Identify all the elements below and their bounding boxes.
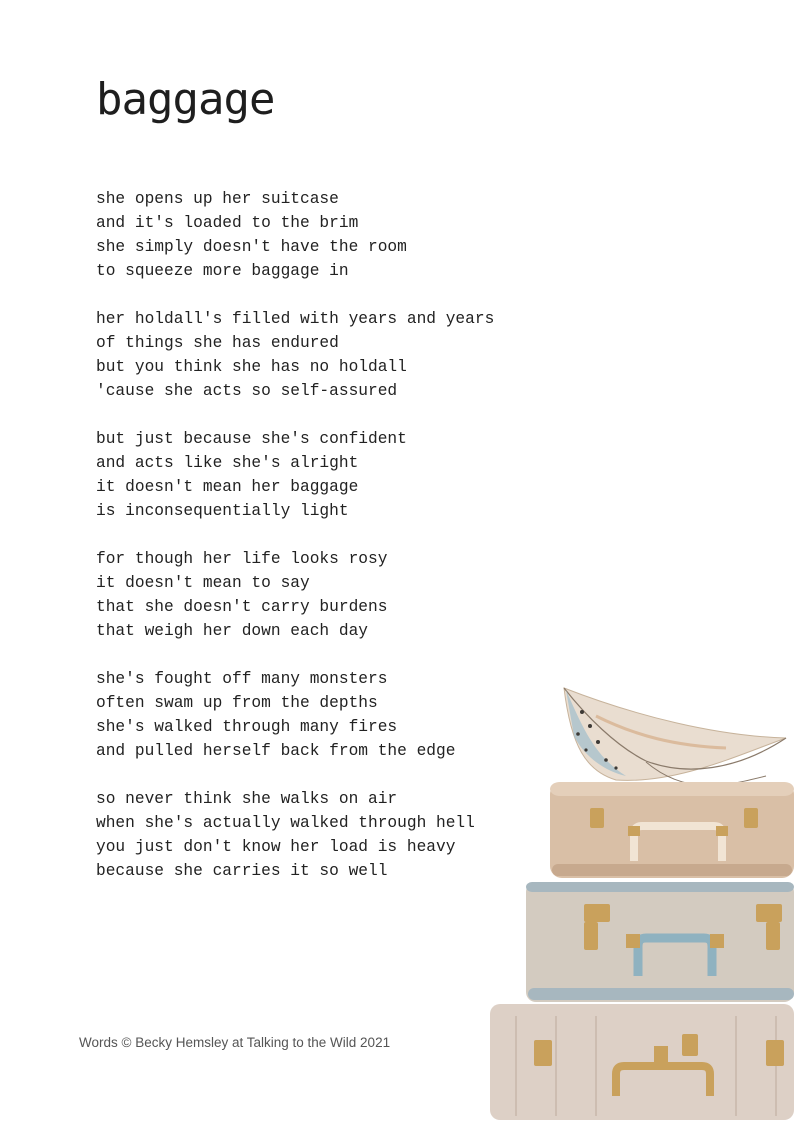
poem-line: she's walked through many fires [96, 718, 398, 736]
poem-line: she's fought off many monsters [96, 670, 388, 688]
poem-line: and it's loaded to the brim [96, 214, 359, 232]
poem-line: that she doesn't carry burdens [96, 598, 388, 616]
poem-line: is inconsequentially light [96, 502, 349, 520]
feather-icon [564, 688, 786, 786]
poem-line: often swam up from the depths [96, 694, 378, 712]
poem-line: she opens up her suitcase [96, 190, 339, 208]
poem-line: 'cause she acts so self-assured [96, 382, 398, 400]
stanza [96, 547, 556, 643]
poem-line: it doesn't mean to say [96, 574, 310, 592]
copyright-credit: Words © Becky Hemsley at Talking to the Wild 2021 [79, 1035, 391, 1050]
poem-line: and acts like she's alright [96, 454, 359, 472]
poem-line: for though her life looks rosy [96, 550, 388, 568]
poem-line: her holdall's filled with years and years [96, 310, 495, 328]
poem-line: you just don't know her load is heavy [96, 838, 456, 856]
poem-line: she simply doesn't have the room [96, 238, 407, 256]
poem-line: when she's actually walked through hell [96, 814, 475, 832]
poem-line: and pulled herself back from the edge [96, 742, 456, 760]
poem-line: but you think she has no holdall [96, 358, 407, 376]
poem-title: baggage [96, 74, 275, 125]
stanza [96, 187, 556, 283]
poem-line: because she carries it so well [96, 862, 388, 880]
poem-line: so never think she walks on air [96, 790, 398, 808]
poem-line: that weigh her down each day [96, 622, 368, 640]
poem-line: to squeeze more baggage in [96, 262, 349, 280]
stanza [96, 307, 556, 403]
bottom-suitcase [490, 1004, 794, 1120]
stanza [96, 427, 556, 523]
top-suitcase [550, 782, 794, 878]
poem-line: it doesn't mean her baggage [96, 478, 359, 496]
middle-suitcase [526, 882, 794, 1002]
poem-line: but just because she's confident [96, 430, 407, 448]
suitcase-stack-illustration [486, 676, 794, 1123]
poem-line: of things she has endured [96, 334, 339, 352]
